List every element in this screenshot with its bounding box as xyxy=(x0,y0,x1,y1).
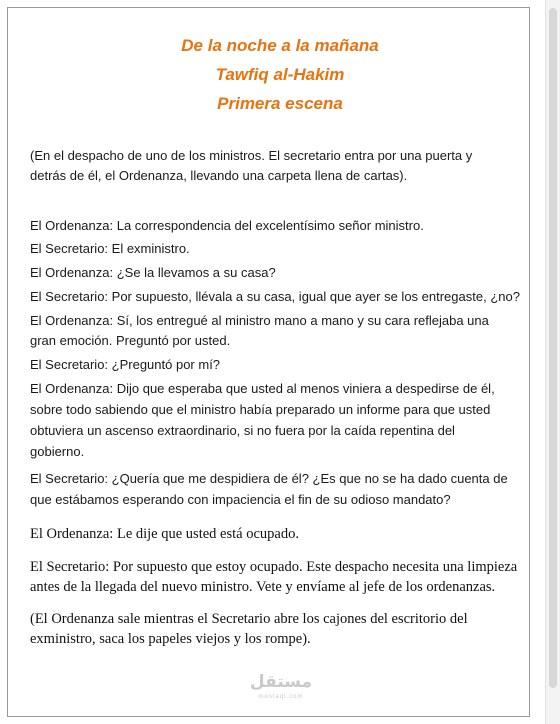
dialogue-line: El Ordenanza: Le dije que usted está ocupado. xyxy=(30,526,299,542)
stage-direction-outro-line-1: (El Ordenanza sale mientras el Secretario abre los cajones del escritorio del xyxy=(30,611,468,627)
stage-direction-outro-line-2: exministro, saca los papeles viejos y los rompe). xyxy=(30,631,311,647)
play-title: De la noche a la mañana xyxy=(181,36,379,55)
dialogue-line: El Ordenanza: La correspondencia del excelentísimo señor ministro. xyxy=(30,218,424,233)
play-author: Tawfiq al-Hakim xyxy=(215,65,345,84)
dialogue-line: El Secretario: ¿Preguntó por mí? xyxy=(30,357,221,372)
dialogue-line: El Secretario: El exministro. xyxy=(30,241,190,256)
dialogue-line: antes de la llegada del nuevo ministro. Vete y envíame al jefe de los ordenanzas. xyxy=(30,579,496,595)
stage-direction-intro-line-2: detrás de él, el Ordenanza, llevando una carpeta llena de cartas). xyxy=(30,168,408,183)
dialogue-line: El Ordenanza: Dijo que esperaba que usted al menos viniera a despedirse de él, xyxy=(30,381,495,396)
dialogue-line: El Ordenanza: Sí, los entregué al ministro mano a mano y su cara reflejaba una xyxy=(30,313,489,328)
watermark-subtext: mostaql.com xyxy=(258,694,304,700)
watermark-logo: مستقل xyxy=(249,672,313,691)
dialogue-line: gran emoción. Preguntó por usted. xyxy=(30,333,231,348)
scene-title: Primera escena xyxy=(217,94,343,113)
dialogue-line: El Secretario: Por supuesto que estoy ocupado. Este despacho necesita una limpieza xyxy=(30,559,518,575)
dialogue-line: El Ordenanza: ¿Se la llevamos a su casa? xyxy=(30,265,276,280)
dialogue-line: gobierno. xyxy=(30,444,85,459)
dialogue-line: sobre todo sabiendo que el ministro había preparado un informe para que usted xyxy=(30,402,491,417)
dialogue-line: que estábamos esperando con impaciencia el fin de su odioso mandato? xyxy=(30,492,451,507)
dialogue-line: El Secretario: Por supuesto, llévala a su casa, igual que ayer se los entregaste, ¿no? xyxy=(30,289,520,304)
dialogue-line: obtuviera un ascenso extraordinario, si no fuera por la caída repentina del xyxy=(30,423,455,438)
scrollbar-thumb[interactable] xyxy=(549,8,557,688)
dialogue-line: El Secretario: ¿Quería que me despidiera de él? ¿Es que no se ha dado cuenta de xyxy=(30,471,508,486)
stage-direction-intro-line-1: (En el despacho de uno de los ministros. El secretario entra por una puerta y xyxy=(30,148,473,163)
vertical-scrollbar[interactable] xyxy=(545,0,560,724)
